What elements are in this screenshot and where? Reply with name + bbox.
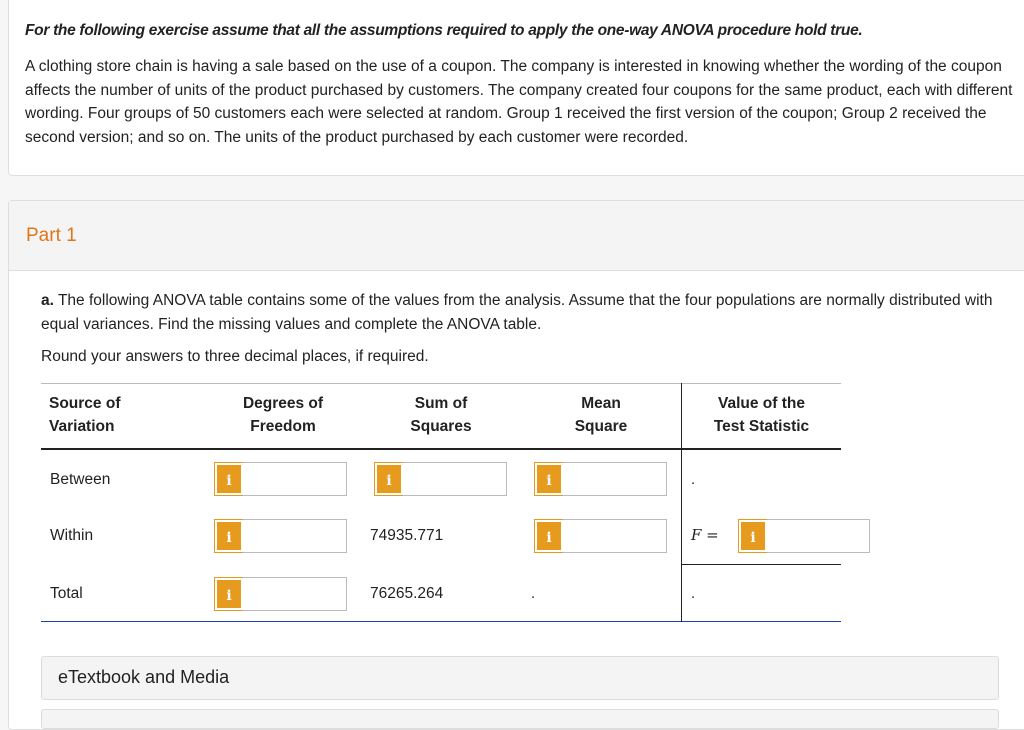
- header-ss-line2: Squares: [410, 418, 472, 435]
- within-df-input[interactable]: [243, 519, 347, 553]
- row-label-within: Within: [50, 527, 94, 544]
- header-sum-of-squares: [381, 392, 501, 438]
- table-bottom-rule: [41, 621, 841, 622]
- info-icon[interactable]: i: [375, 463, 403, 495]
- empty-cell-dot: .: [531, 585, 536, 602]
- header-source-line1: Source of: [49, 395, 121, 412]
- table-stat-rule: [681, 564, 841, 565]
- table-divider: [681, 383, 682, 622]
- empty-cell-dot: .: [691, 471, 696, 488]
- f-statistic-input[interactable]: [767, 519, 870, 553]
- header-df-line2: Freedom: [250, 418, 316, 435]
- header-degrees-of-freedom: [223, 392, 343, 438]
- info-icon[interactable]: i: [215, 578, 243, 610]
- info-icon[interactable]: i: [535, 520, 563, 552]
- header-source-of-variation: [49, 392, 120, 438]
- next-panel-edge: [41, 709, 999, 729]
- exercise-intro-panel: [8, 0, 1024, 176]
- between-ss-input[interactable]: [403, 462, 507, 496]
- question-prefix: a.: [41, 292, 54, 309]
- row-label-total: Total: [50, 585, 83, 602]
- total-df-input[interactable]: [243, 577, 347, 611]
- info-icon[interactable]: i: [215, 463, 243, 495]
- header-source-line2: Variation: [49, 418, 115, 435]
- between-ms-input[interactable]: [563, 462, 667, 496]
- info-icon[interactable]: i: [739, 520, 767, 552]
- etextbook-media-label: eTextbook and Media: [58, 667, 230, 687]
- header-test-statistic: [689, 392, 834, 438]
- info-icon[interactable]: i: [215, 520, 243, 552]
- header-stat-line2: Test Statistic: [713, 418, 810, 435]
- question-text: [41, 289, 1001, 337]
- total-ss-value: 76265.264: [370, 585, 444, 602]
- within-ss-value: 74935.771: [370, 527, 444, 544]
- exercise-description: A clothing store chain is having a sale based on the use of a coupon. The company is interested in knowing whether the wording of the coupon affects the number of units of the product purchased by customers. The company created four coupons for the same product, each with different wording. Four groups of 50 customers each were selected at random. Group 1 received the first version of the coupon; Group 2 received the second version; and so on. The units of the product purchased by each customer were recorded.: [25, 58, 1013, 146]
- table-top-rule: [41, 383, 841, 384]
- part-1-panel: [8, 200, 1024, 730]
- question-body: The following ANOVA table contains some of the values from the analysis. Assume that the four populations are normally distributed with equal variances. Find the missing values and complete the ANOVA table.: [41, 292, 993, 333]
- exercise-assumption-heading: For the following exercise assume that all the assumptions required to apply the one-way ANOVA procedure hold true.: [25, 22, 863, 39]
- header-df-line1: Degrees of: [242, 395, 324, 412]
- table-header-rule: [41, 448, 841, 450]
- part-header: [9, 201, 1024, 271]
- info-icon[interactable]: i: [535, 463, 563, 495]
- header-stat-line1: Value of the: [718, 395, 805, 412]
- header-ms-line2: Square: [574, 418, 628, 435]
- etextbook-media-button[interactable]: [41, 656, 999, 700]
- header-mean-square: [541, 392, 661, 438]
- header-ss-line1: Sum of: [414, 395, 468, 412]
- between-df-input[interactable]: [243, 462, 347, 496]
- empty-cell-dot: .: [691, 585, 696, 602]
- rounding-instruction: Round your answers to three decimal places, if required.: [41, 348, 429, 365]
- f-statistic-label: F =: [691, 526, 719, 544]
- within-ms-input[interactable]: [563, 519, 667, 553]
- row-label-between: Between: [50, 471, 111, 488]
- part-label: Part 1: [26, 225, 77, 246]
- header-ms-line1: Mean: [581, 395, 621, 412]
